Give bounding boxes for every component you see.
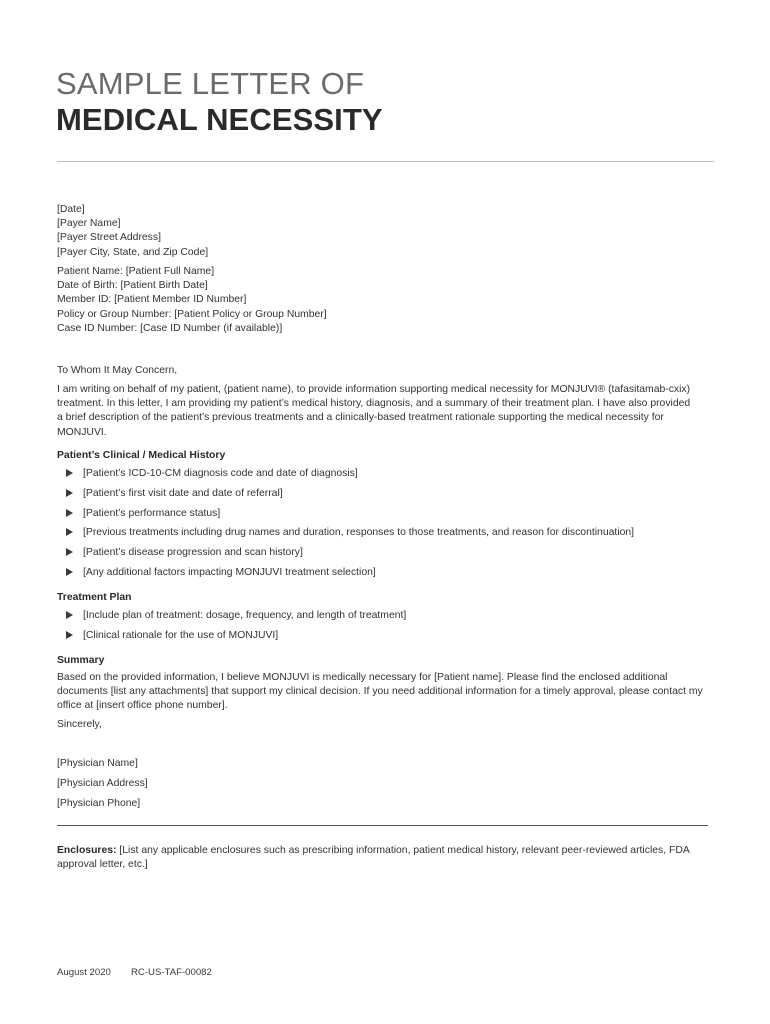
list-item: [Previous treatments including drug names and duration, responses to those treatments, and reason for discontinuation] [66,526,634,546]
clinical-history-heading: Patient’s Clinical / Medical History [57,450,226,461]
footer-date: August 2020 [57,967,111,978]
summary-paragraph: Based on the provided information, I believe MONJUVI is medically necessary for [Patient name]. Please find the enclosed additional documents [list any attachments] that support my clinical decision. If you need additional information for a timely approval, please contact my office at [insert office phone number]. [57,672,703,712]
list-item: [Clinical rationale for the use of MONJUVI] [66,629,406,649]
enclosures-label: Enclosures: [57,845,117,856]
enclosures-paragraph [57,844,722,872]
bullet-arrow-icon [66,509,73,517]
payer-name-line: [Payer Name] [57,218,121,230]
list-item: [Any additional factors impacting MONJUVI treatment selection] [66,566,634,586]
physician-phone: [Physician Phone] [57,798,141,809]
intro-paragraph: I am writing on behalf of my patient, (patient name), to provide information supporting medical necessity for MONJUVI® (tafasitamab-cxix) treatment. In this letter, I am providing my patient’s medical history, diagnosis, and a summary of their treatment plan. I have also provided a brief description of the patient’s previous treatments and a clinically-based treatment rationale supporting the medical necessity for MONJUVI. [57,384,691,438]
patient-name-line: Patient Name: [Patient Full Name] [57,266,215,277]
treatment-plan-heading: Treatment Plan [57,592,132,603]
bullet-arrow-icon [66,469,73,477]
bullet-arrow-icon [66,528,73,536]
footer-code: RC-US-TAF-00082 [131,967,212,978]
policy-number-line: Policy or Group Number: [Patient Policy or Group Number] [57,308,327,320]
case-id-line: Case ID Number: [Case ID Number (if available)] [57,322,283,334]
bullet-arrow-icon [66,568,73,576]
title-line-2: MEDICAL NECESSITY [56,102,383,137]
bullet-arrow-icon [66,611,73,619]
payer-city-line: [Payer City, State, and Zip Code] [57,246,209,258]
physician-name: [Physician Name] [57,758,138,769]
list-item: [Patient’s disease progression and scan history] [66,546,634,566]
list-item: [Include plan of treatment: dosage, frequency, and length of treatment] [66,609,406,629]
payer-street-line: [Payer Street Address] [57,232,161,244]
signature-divider [57,825,708,826]
date-line: [Date] [57,204,85,215]
list-item: [Patient’s ICD-10-CM diagnosis code and date of diagnosis] [66,467,634,487]
enclosures-text: [List any applicable enclosures such as prescribing information, patient medical history, relevant peer-reviewed articles, FDA approval letter, etc.] [57,845,690,871]
patient-info-block [57,265,717,336]
member-id-line: Member ID: [Patient Member ID Number] [57,294,247,306]
summary-heading: Summary [57,655,105,666]
payer-address-block [57,203,717,260]
bullet-arrow-icon [66,548,73,556]
clinical-history-list [66,467,634,586]
list-item: [Patient’s first visit date and date of referral] [66,487,634,507]
list-item: [Patient’s performance status] [66,507,634,527]
physician-address: [Physician Address] [57,778,148,789]
bullet-arrow-icon [66,489,73,497]
birth-date-line: Date of Birth: [Patient Birth Date] [57,280,208,292]
title-line-1: SAMPLE LETTER OF [56,66,365,101]
title-divider [57,161,714,162]
treatment-plan-list [66,609,406,649]
closing: Sincerely, [57,719,102,730]
salutation: To Whom It May Concern, [57,365,178,376]
bullet-arrow-icon [66,631,73,639]
